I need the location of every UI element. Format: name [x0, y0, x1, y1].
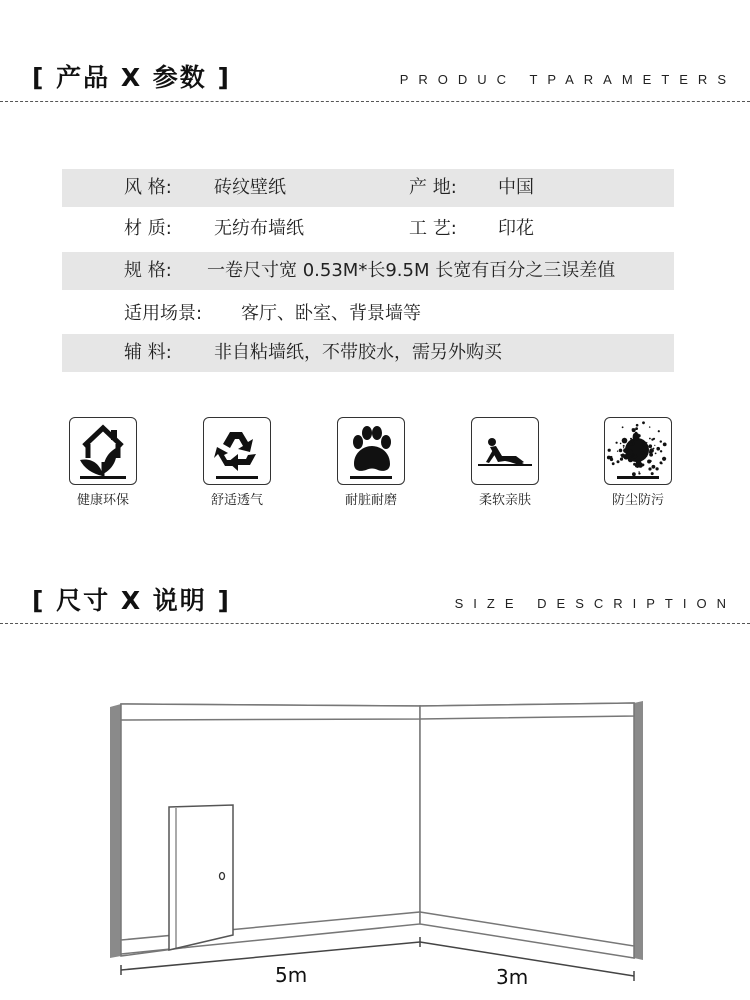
feature-label: 柔软亲肤 — [478, 493, 531, 508]
param-row-spec — [62, 252, 674, 290]
material-value: 无纺布墙纸 — [214, 218, 304, 239]
reclining-person-icon — [471, 417, 539, 485]
left-wall-edge — [110, 704, 121, 958]
feature-label: 健康环保 — [76, 493, 129, 508]
feature-label: 舒适透气 — [210, 493, 263, 508]
style-value: 砖纹壁纸 — [214, 177, 286, 198]
feature-label: 耐脏耐磨 — [344, 493, 397, 508]
params-section-subtitle: PRODUC TPARAMETERS — [399, 72, 736, 87]
origin-value: 中国 — [498, 177, 534, 198]
right-wall-edge — [634, 701, 643, 960]
craft-value: 印花 — [498, 218, 534, 239]
style-label: 风 格: — [124, 177, 172, 198]
aux-value: 非自粘墙纸，不带胶水，需另外购买 — [214, 342, 502, 363]
craft-label: 工 艺: — [409, 218, 457, 239]
paw-icon — [337, 417, 405, 485]
size-section-title: [ 尺寸 X 说明 ] — [32, 586, 231, 615]
param-row-material-craft — [62, 210, 674, 248]
door — [169, 805, 233, 950]
feature-soft — [470, 417, 540, 508]
left-wall-dimension: 5m — [275, 963, 308, 987]
material-label: 材 质: — [124, 218, 172, 239]
usage-label: 适用场景: — [124, 303, 203, 324]
feature-breathable — [202, 417, 272, 508]
feature-eco — [68, 417, 138, 508]
size-section-subtitle: SIZE DESCRIPTION — [454, 596, 736, 611]
room-diagram — [0, 640, 750, 1000]
divider — [0, 101, 750, 102]
spec-value: 一卷尺寸宽 0.53M*长9.5M 长宽有百分之三误差值 — [207, 260, 616, 281]
origin-label: 产 地: — [409, 177, 457, 198]
divider — [0, 623, 750, 624]
spec-label: 规 格: — [124, 260, 172, 281]
params-section-title: [ 产品 X 参数 ] — [32, 63, 231, 92]
eco-house-icon — [69, 417, 137, 485]
ceiling-molding-left — [121, 704, 420, 720]
param-row-style-origin — [62, 169, 674, 207]
aux-label: 辅 料: — [124, 342, 172, 363]
dust-splatter-icon — [604, 417, 672, 485]
param-row-aux — [62, 334, 674, 372]
param-row-usage — [62, 295, 674, 333]
right-wall-dimension: 3m — [496, 965, 529, 989]
feature-durable — [336, 417, 406, 508]
feature-label: 防尘防污 — [611, 493, 664, 508]
usage-value: 客厅、卧室、背景墙等 — [241, 303, 421, 324]
feature-dustproof — [603, 417, 673, 508]
recycle-icon — [203, 417, 271, 485]
ceiling-molding-right — [420, 703, 634, 719]
